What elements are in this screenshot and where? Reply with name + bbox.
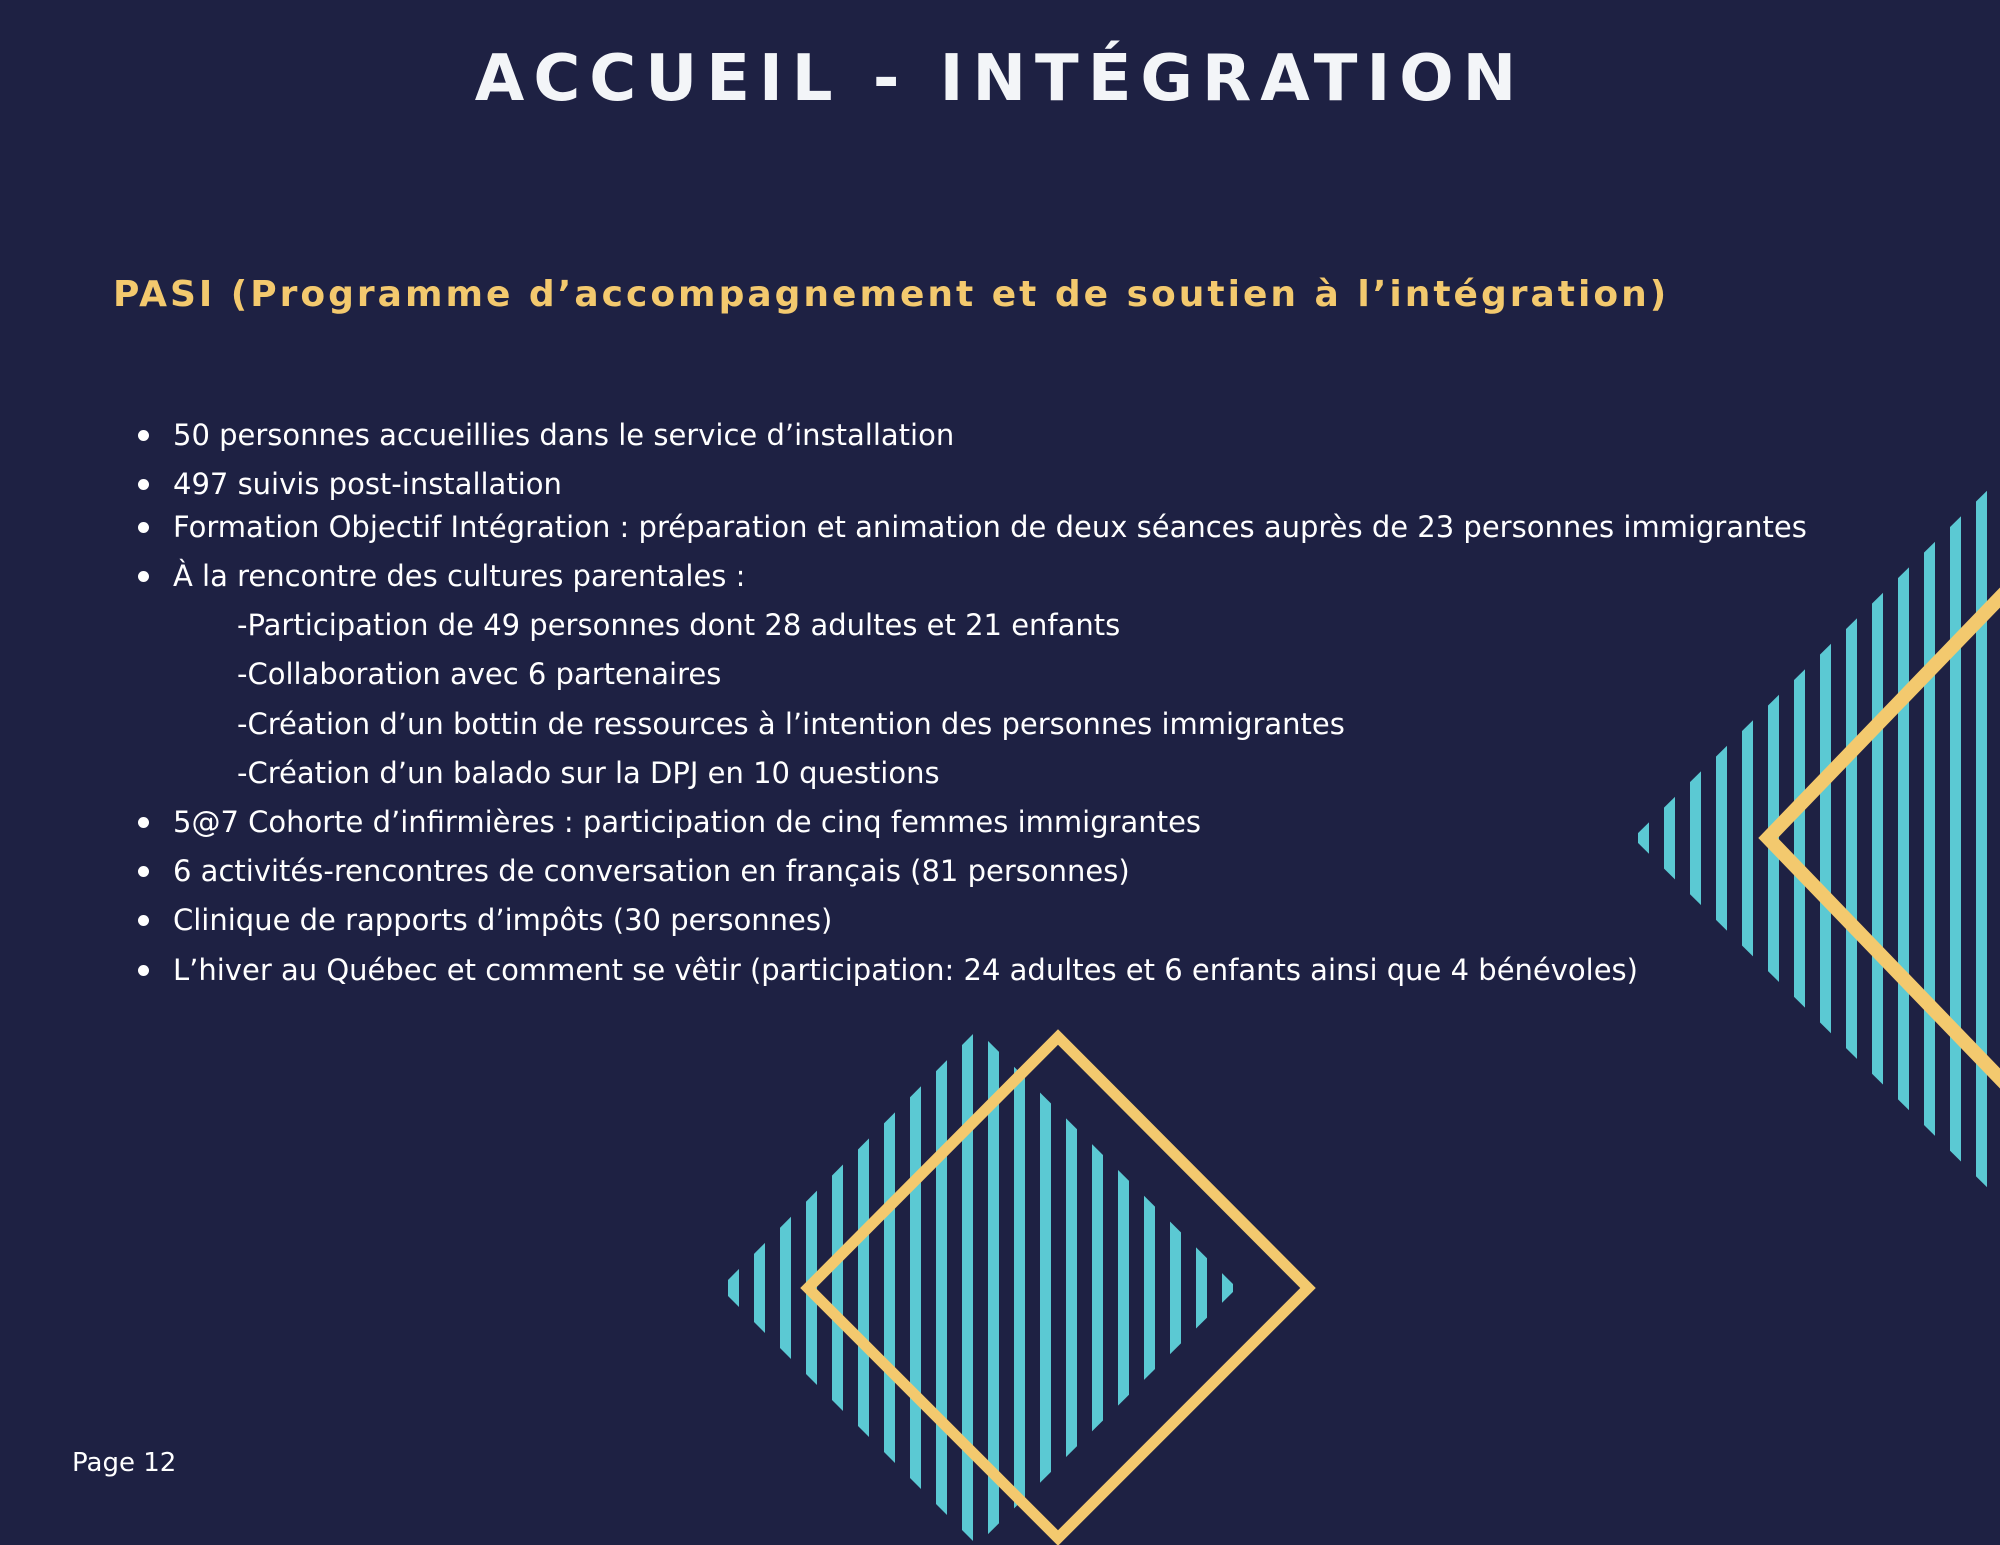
list-item: 50 personnes accueillies dans le service d’installation	[173, 418, 955, 452]
bullet-icon	[138, 522, 149, 533]
bullet-icon	[138, 866, 149, 877]
list-item: L’hiver au Québec et comment se vêtir (participation: 24 adultes et 6 enfants ainsi que 4 bénévoles)	[173, 953, 1638, 987]
bullet-icon	[138, 915, 149, 926]
page-title: ACCUEIL - INTÉGRATION	[474, 42, 1526, 116]
list-item: Clinique de rapports d’impôts (30 personnes)	[173, 903, 833, 937]
page-number: Page 12	[72, 1448, 177, 1478]
bullet-icon	[138, 479, 149, 490]
bullet-icon	[138, 965, 149, 976]
list-item: 497 suivis post-installation	[173, 467, 562, 501]
list-item: 6 activités-rencontres de conversation en français (81 personnes)	[173, 854, 1130, 888]
sub-list-item: -Création d’un bottin de ressources à l’intention des personnes immigrantes	[237, 707, 1345, 741]
section-subtitle: PASI (Programme d’accompagnement et de soutien à l’intégration)	[113, 274, 1670, 315]
bullet-icon	[138, 817, 149, 828]
sub-list-item: -Participation de 49 personnes dont 28 adultes et 21 enfants	[237, 608, 1121, 642]
sub-list-item: -Création d’un balado sur la DPJ en 10 questions	[237, 756, 940, 790]
list-item: 5@7 Cohorte d’infirmières : participation de cinq femmes immigrantes	[173, 805, 1202, 839]
bullet-icon	[138, 430, 149, 441]
bullet-icon	[138, 571, 149, 582]
sub-list-item: -Collaboration avec 6 partenaires	[237, 657, 722, 691]
list-item: À la rencontre des cultures parentales :	[173, 559, 746, 593]
list-item: Formation Objectif Intégration : préparation et animation de deux séances auprès de 23 personnes immigrantes	[173, 510, 1807, 544]
